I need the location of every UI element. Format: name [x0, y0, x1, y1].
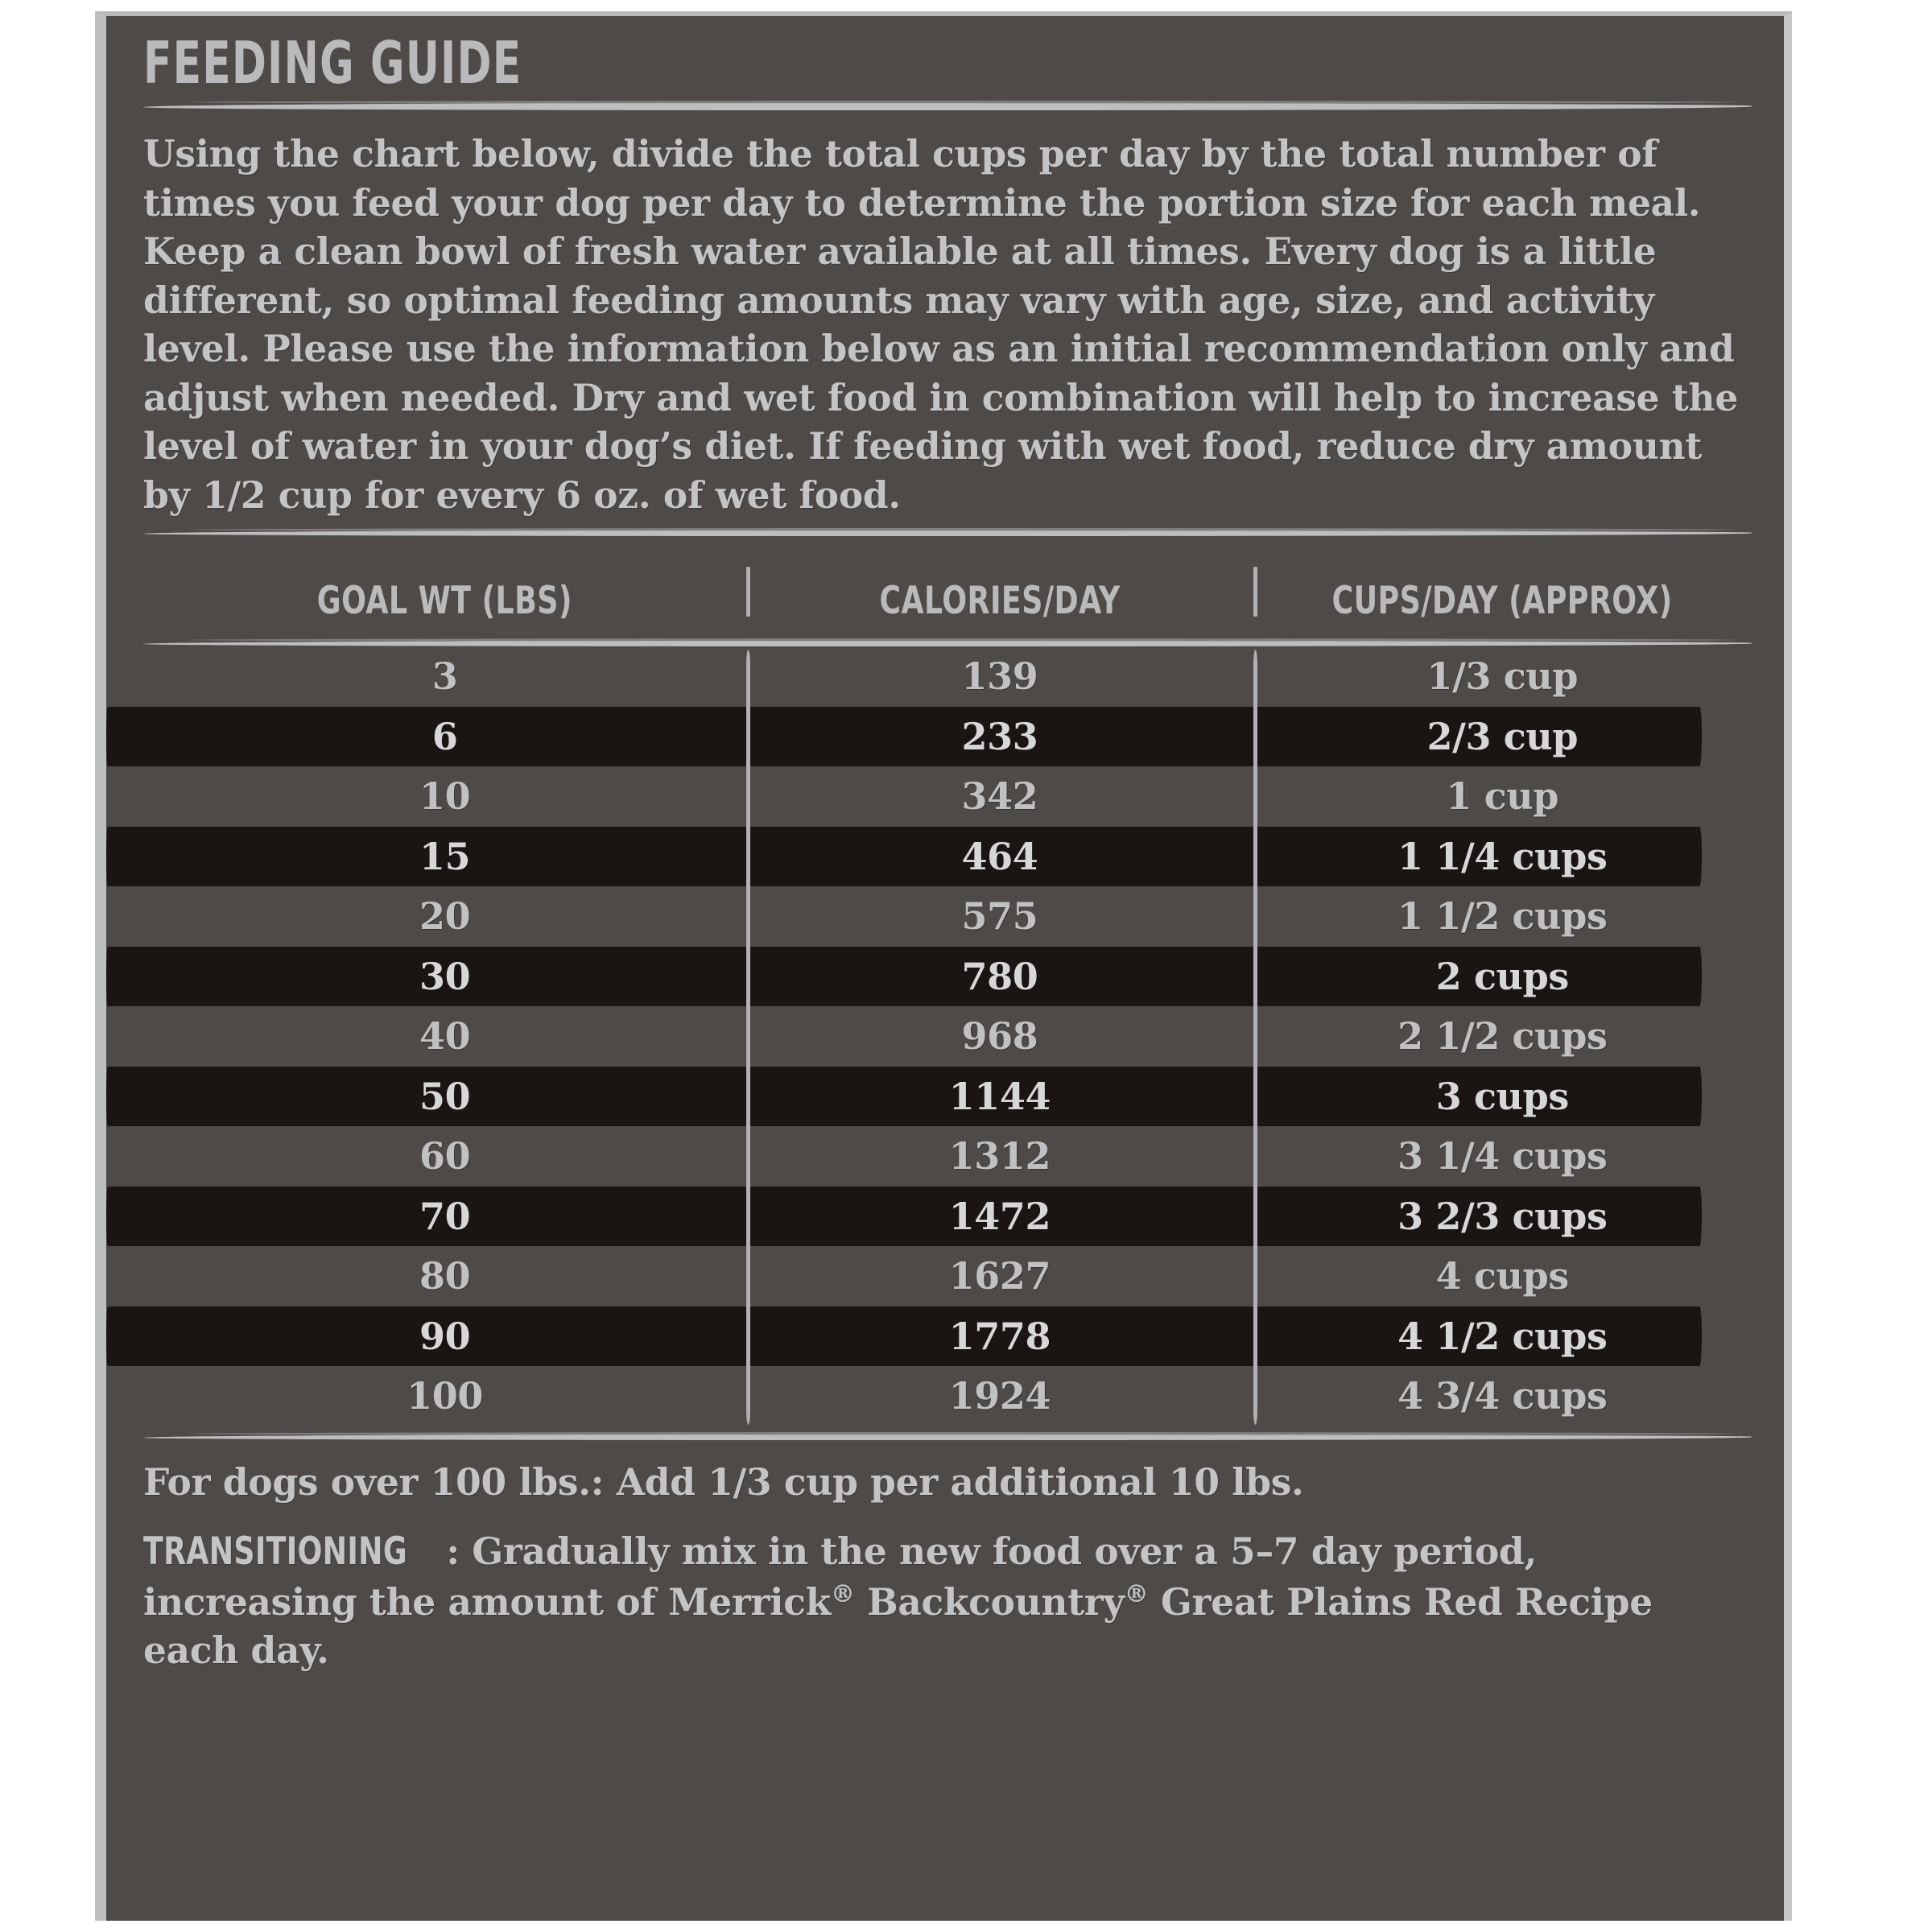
header-divider-2	[1253, 567, 1257, 617]
table-body	[143, 646, 1752, 1426]
cell-goal-weight: 15	[419, 834, 471, 878]
cell-goal-weight: 60	[419, 1134, 471, 1179]
column-divider-2	[1253, 650, 1257, 1425]
registered-mark-icon-2: ®	[1124, 1579, 1149, 1608]
cell-cups: 3 1/4 cups	[1397, 1134, 1608, 1179]
cell-cups: 4 cups	[1435, 1254, 1569, 1298]
panel-inner	[106, 16, 1784, 1921]
transitioning-text-1: : Gradually mix in the new food over a 5–7 day period, increasing the amount of Merrick	[143, 1530, 1538, 1624]
cell-goal-weight: 3	[431, 654, 458, 699]
cell-goal-weight: 30	[419, 954, 471, 998]
cell-calories: 575	[961, 894, 1038, 939]
header-divider-1	[746, 567, 750, 617]
cell-calories: 464	[961, 834, 1038, 878]
cell-goal-weight: 20	[419, 894, 471, 939]
cell-cups: 1 1/2 cups	[1397, 894, 1608, 939]
cell-calories: 342	[961, 774, 1038, 819]
page-title: FEEDING GUIDE	[143, 29, 522, 97]
table-row	[143, 1067, 1752, 1127]
table-row	[143, 1307, 1752, 1367]
transitioning-text-2: Backcountry	[854, 1579, 1125, 1624]
table-row	[143, 1366, 1752, 1426]
title-divider	[143, 103, 1752, 110]
cell-goal-weight: 40	[419, 1014, 471, 1059]
table-row	[143, 646, 1752, 707]
registered-mark-icon-1: ®	[830, 1579, 855, 1608]
table-row	[143, 1187, 1752, 1247]
table-row	[143, 1126, 1752, 1187]
cell-cups: 2 1/2 cups	[1397, 1014, 1608, 1059]
table-row	[143, 947, 1752, 1007]
cell-goal-weight: 80	[419, 1254, 471, 1298]
cell-goal-weight: 10	[419, 774, 471, 819]
cell-calories: 1924	[948, 1374, 1051, 1418]
cell-cups: 1/3 cup	[1426, 654, 1579, 699]
cell-calories: 968	[961, 1014, 1038, 1059]
cell-calories: 1312	[948, 1134, 1051, 1179]
cell-goal-weight: 100	[407, 1374, 484, 1418]
cell-calories: 139	[961, 654, 1038, 699]
cell-calories: 1778	[948, 1314, 1051, 1358]
table-row	[143, 1246, 1752, 1307]
table-header-divider	[143, 641, 1752, 646]
cell-goal-weight: 6	[431, 714, 458, 758]
cell-calories: 233	[961, 714, 1038, 758]
cell-cups: 3 2/3 cups	[1397, 1194, 1608, 1238]
cell-cups: 2 cups	[1435, 954, 1569, 998]
table-row	[143, 886, 1752, 947]
feeding-guide-panel	[95, 11, 1792, 1921]
table-header-row	[143, 552, 1752, 630]
column-header-cups: CUPS/DAY (APPROX)	[1331, 579, 1673, 623]
footer-section	[143, 1458, 1752, 1675]
transitioning-note	[143, 1527, 1752, 1675]
intro-paragraph: Using the chart below, divide the total cups per day by the total number of times you feed your dog per day to determine the portion size for each meal. Keep a clean bowl of fresh water available at all times. Every dog is a little different, so optimal feeding amounts may vary with age, size, and activity level. Please use the information below as an initial recommendation only and adjust when needed. Dry and wet food in combination will help to increase the level of water in your dog’s diet. If feeding with wet food, reduce dry amount by 1/2 cup for every 6 oz. of wet food.	[143, 132, 1738, 517]
cell-cups: 4 3/4 cups	[1397, 1374, 1608, 1418]
table-row	[143, 827, 1752, 887]
feeding-table	[143, 552, 1752, 1440]
cell-calories: 1144	[948, 1074, 1051, 1118]
over-100-note: For dogs over 100 lbs.: Add 1/3 cup per additional 10 lbs.	[143, 1459, 1304, 1504]
table-row	[143, 766, 1752, 827]
cell-cups: 2/3 cup	[1426, 714, 1579, 758]
cell-cups: 4 1/2 cups	[1397, 1314, 1608, 1358]
cell-calories: 1472	[948, 1194, 1051, 1238]
table-bottom-divider	[143, 1435, 1752, 1440]
column-header-goal-weight: GOAL WT (LBS)	[317, 579, 573, 623]
cell-calories: 780	[961, 954, 1038, 998]
transitioning-kicker: TRANSITIONING	[143, 1530, 407, 1574]
cell-calories: 1627	[948, 1254, 1051, 1298]
table-row	[143, 1006, 1752, 1067]
cell-goal-weight: 50	[419, 1074, 471, 1118]
column-divider-1	[746, 650, 750, 1425]
cell-cups: 1 1/4 cups	[1397, 834, 1608, 878]
table-row	[143, 707, 1752, 767]
cell-cups: 1 cup	[1446, 774, 1559, 819]
cell-goal-weight: 70	[419, 1194, 471, 1238]
cell-cups: 3 cups	[1435, 1074, 1569, 1118]
cell-goal-weight: 90	[419, 1314, 471, 1358]
column-header-calories: CALORIES/DAY	[879, 579, 1121, 623]
transitioning-text-3: Great Plains Red Recipe each day.	[143, 1579, 1653, 1672]
table-top-divider	[143, 530, 1752, 536]
